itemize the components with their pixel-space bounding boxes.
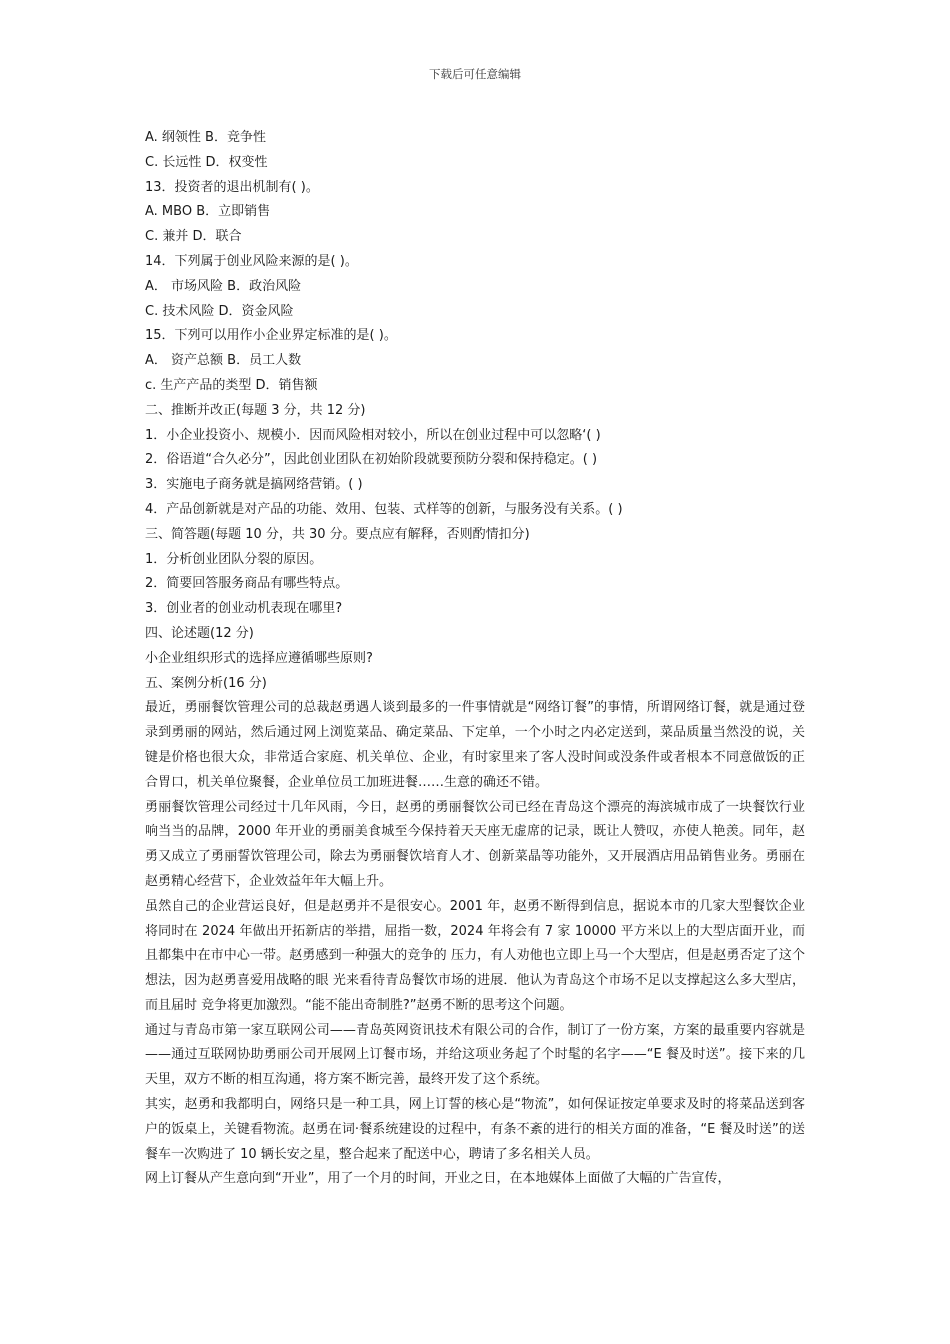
judgment-item: 2．俗语道“合久必分”，因此创业团队在初始阶段就要预防分裂和保持稳定。( ) xyxy=(145,452,598,468)
section-heading: 三、简答题(每题 10 分，共 30 分。要点应有解释，否则酌情扣分) xyxy=(145,526,530,542)
option-line: A. MBO B．立即销售 xyxy=(145,204,271,220)
essay-question: 小企业组织形式的选择应遵循哪些原则? xyxy=(145,650,373,666)
option-line: A． 资产总额 B．员工人数 xyxy=(145,353,302,369)
short-answer-item: 2．简要回答服务商品有哪些特点。 xyxy=(145,576,349,592)
short-answer-item: 3．创业者的创业动机表现在哪里? xyxy=(145,601,343,617)
question-13: 13．投资者的退出机制有( )。 xyxy=(145,179,319,195)
case-paragraph: 虽然自己的企业营运良好，但是赵勇并不是很安心。2001 年，赵勇不断得到信息，据说本市的几家大型餐饮企业将同时在 2024 年做出开拓新店的举措，屈指一数，2024 年将会有 7 家 10000 平方米以上的大型店面开业，而且都集中在市中心一带。赵勇感到一种强大的竞争的 压力，有人劝他也立即上马一个大型店，但是赵勇否定了这个想法，因为赵勇喜爱用战略的眼 光来看待青岛餐饮市场的进展．他认为青岛这个市场不足以支撑起这么多大型店，而且届时 竞争将更加激烈。“能不能出奇制胜?”赵勇不断的思考这个问题。 xyxy=(145,898,805,1013)
judgment-item: 1．小企业投资小、规模小．因而风险相对较小，所以在创业过程中可以忽略‘( ) xyxy=(145,427,601,443)
short-answer-item: 1．分析创业团队分裂的原因。 xyxy=(145,551,323,567)
document-body xyxy=(145,126,805,1192)
option-line: A． 市场风险 B．政治风险 xyxy=(145,278,302,294)
case-paragraph: 通过与青岛市第一家互联网公司——青岛英网资讯技术有限公司的合作，制订了一份方案，方案的最重要内容就是——通过互联网协助勇丽公司开展网上订餐市场，并给这项业务起了个时髦的名字——“E 餐及时送”。接下来的几天里，双方不断的相互沟通，将方案不断完善，最终开发了这个系统。 xyxy=(145,1022,805,1088)
option-line: A. 纲领性 B．竞争性 xyxy=(145,130,266,145)
case-paragraph: 其实，赵勇和我都明白，网络只是一种工具，网上订誓的核心是“物流”，如何保证按定单要求及时的将菜品送到客户的饭桌上，关键看物流。赵勇在词·餐系统建设的过程中，有条不紊的进行的相关方面的准备，“E 餐及时送”的送餐车一次购进了 10 辆长安之星，整合起来了配送中心，聘请了多名相关人员。 xyxy=(145,1097,805,1162)
page-header: 下载后可任意编辑 xyxy=(429,67,521,81)
option-line: C. 兼并 D．联合 xyxy=(145,229,242,245)
section-heading: 二、推断并改正(每题 3 分，共 12 分) xyxy=(145,402,366,418)
option-line: C. 技术风险 D．资金风险 xyxy=(145,303,294,319)
question-14: 14．下列属于创业风险来源的是( )。 xyxy=(145,253,358,269)
judgment-item: 4．产品创新就是对产品的功能、效用、包装、式样等的创新，与服务没有关系。( ) xyxy=(145,501,623,517)
section-heading: 四、论述题(12 分) xyxy=(145,625,254,641)
option-line: c. 生产产品的类型 D．销售额 xyxy=(145,377,318,393)
option-line: C. 长远性 D．权变性 xyxy=(145,154,268,170)
case-paragraph: 网上订餐从产生意向到“开业”，用了一个月的时间，开业之日，在本地媒体上面做了大幅的广告宣传， xyxy=(145,1171,731,1187)
question-15: 15．下列可以用作小企业界定标准的是( )。 xyxy=(145,328,397,344)
section-heading: 五、案例分析(16 分) xyxy=(145,675,267,691)
case-paragraph: 最近，勇丽餐饮管理公司的总裁赵勇遇人谈到最多的一件事情就是“网络订餐”的事情，所谓网络订餐，就是通过登录到勇丽的网站，然后通过网上浏览菜品、确定菜品、下定单，一个小时之内必定送到，菜品质量当然没的说，关键是价格也很大众，非常适合家庭、机关单位、企业，有时家里来了客人没时间或没条件或者根本不同意做饭的正合胃口，机关单位聚餐，企业单位员工加班进餐……生意的确还不错。 xyxy=(145,700,805,790)
case-paragraph: 勇丽餐饮管理公司经过十几年风雨，今日，赵勇的勇丽餐饮公司已经在青岛这个漂亮的海滨城市成了一块餐饮行业响当当的品牌，2000 年开业的勇丽美食城至今保持着天天座无虚席的记录，既让人赞叹，亦使人艳羡。同年，赵勇又成立了勇丽誓饮管理公司，除去为勇丽餐饮培育人才、创新菜晶等功能外，又开展酒店用品销售业务。勇丽在赵勇精心经营下，企业效益年年大幅上升。 xyxy=(145,799,805,889)
judgment-item: 3．实施电子商务就是搞网络营销。( ) xyxy=(145,477,363,493)
